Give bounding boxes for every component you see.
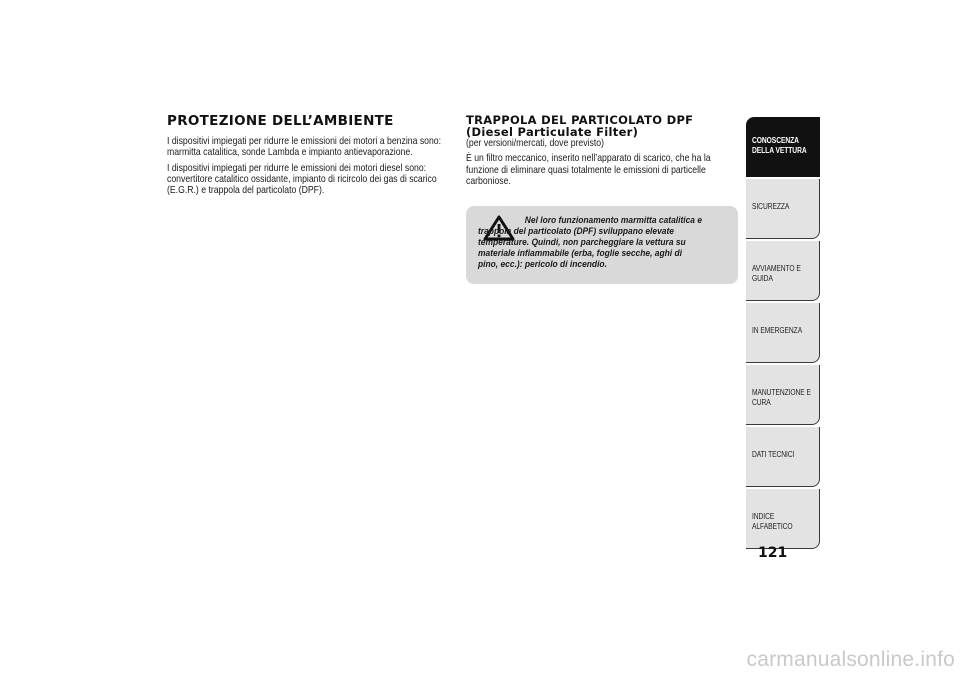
tab-indice-alfabetico[interactable]: [746, 489, 820, 549]
watermark: carmanualsonline.info: [746, 648, 955, 671]
section-title: TRAPPOLA DEL PARTICOLATO DPF: [466, 113, 694, 127]
left-column: [167, 114, 452, 200]
page-number: 121: [758, 545, 788, 561]
tab-label: INDICE ALFABETICO: [752, 511, 793, 531]
paragraph: È un filtro meccanico, inserito nell’apparato di scarico, che ha la funzione di eliminare quasi totalmente le emissioni di particelle carboniose.: [466, 153, 711, 187]
tab-label: AVVIAMENTO E GUIDA: [752, 263, 801, 283]
tab-dati-tecnici[interactable]: [746, 427, 820, 487]
section-subtitle: (Diesel Particulate Filter): [466, 125, 639, 139]
tab-label: CONOSCENZA DELLA VETTURA: [752, 135, 807, 155]
tab-in-emergenza[interactable]: [746, 303, 820, 363]
warning-box: [466, 206, 738, 284]
paragraph: I dispositivi impiegati per ridurre le emissioni dei motori diesel sono: convertitore catalitico ossidante, impianto di ricircolo dei gas di scarico (E.G.R.) e trappola del particolato (DPF).: [167, 162, 437, 197]
tab-label: MANUTENZIONE E CURA: [752, 387, 811, 407]
tab-avviamento-e-guida[interactable]: [746, 241, 820, 301]
tab-label: IN EMERGENZA: [752, 325, 803, 335]
tab-manutenzione-e-cura[interactable]: [746, 365, 820, 425]
paragraph: I dispositivi impiegati per ridurre le emissioni dei motori a benzina sono: marmitta catalitica, sonde Lambda e impianto antievaporazione.: [167, 136, 442, 159]
tab-sicurezza[interactable]: [746, 179, 820, 239]
warning-text-content: Nel loro funzionamento marmitta catalitica e trappola del particolato (DPF) sviluppano elevate temperature. Quindi, non parcheggiare la vettura su materiale infiammabile (erba, foglie secche, aghi di pino, ecc.): pericolo di incendio.: [478, 214, 703, 269]
chapter-tabs: [746, 117, 820, 551]
section-title: PROTEZIONE DELL’AMBIENTE: [167, 113, 394, 129]
availability-note: (per versioni/mercati, dove previsto): [466, 138, 604, 149]
tab-label: SICUREZZA: [752, 201, 790, 211]
tab-label: DATI TECNICI: [752, 449, 795, 459]
right-column: [466, 114, 738, 191]
tab-conoscenza-della-vettura[interactable]: [746, 117, 820, 177]
warning-text: [478, 214, 703, 269]
